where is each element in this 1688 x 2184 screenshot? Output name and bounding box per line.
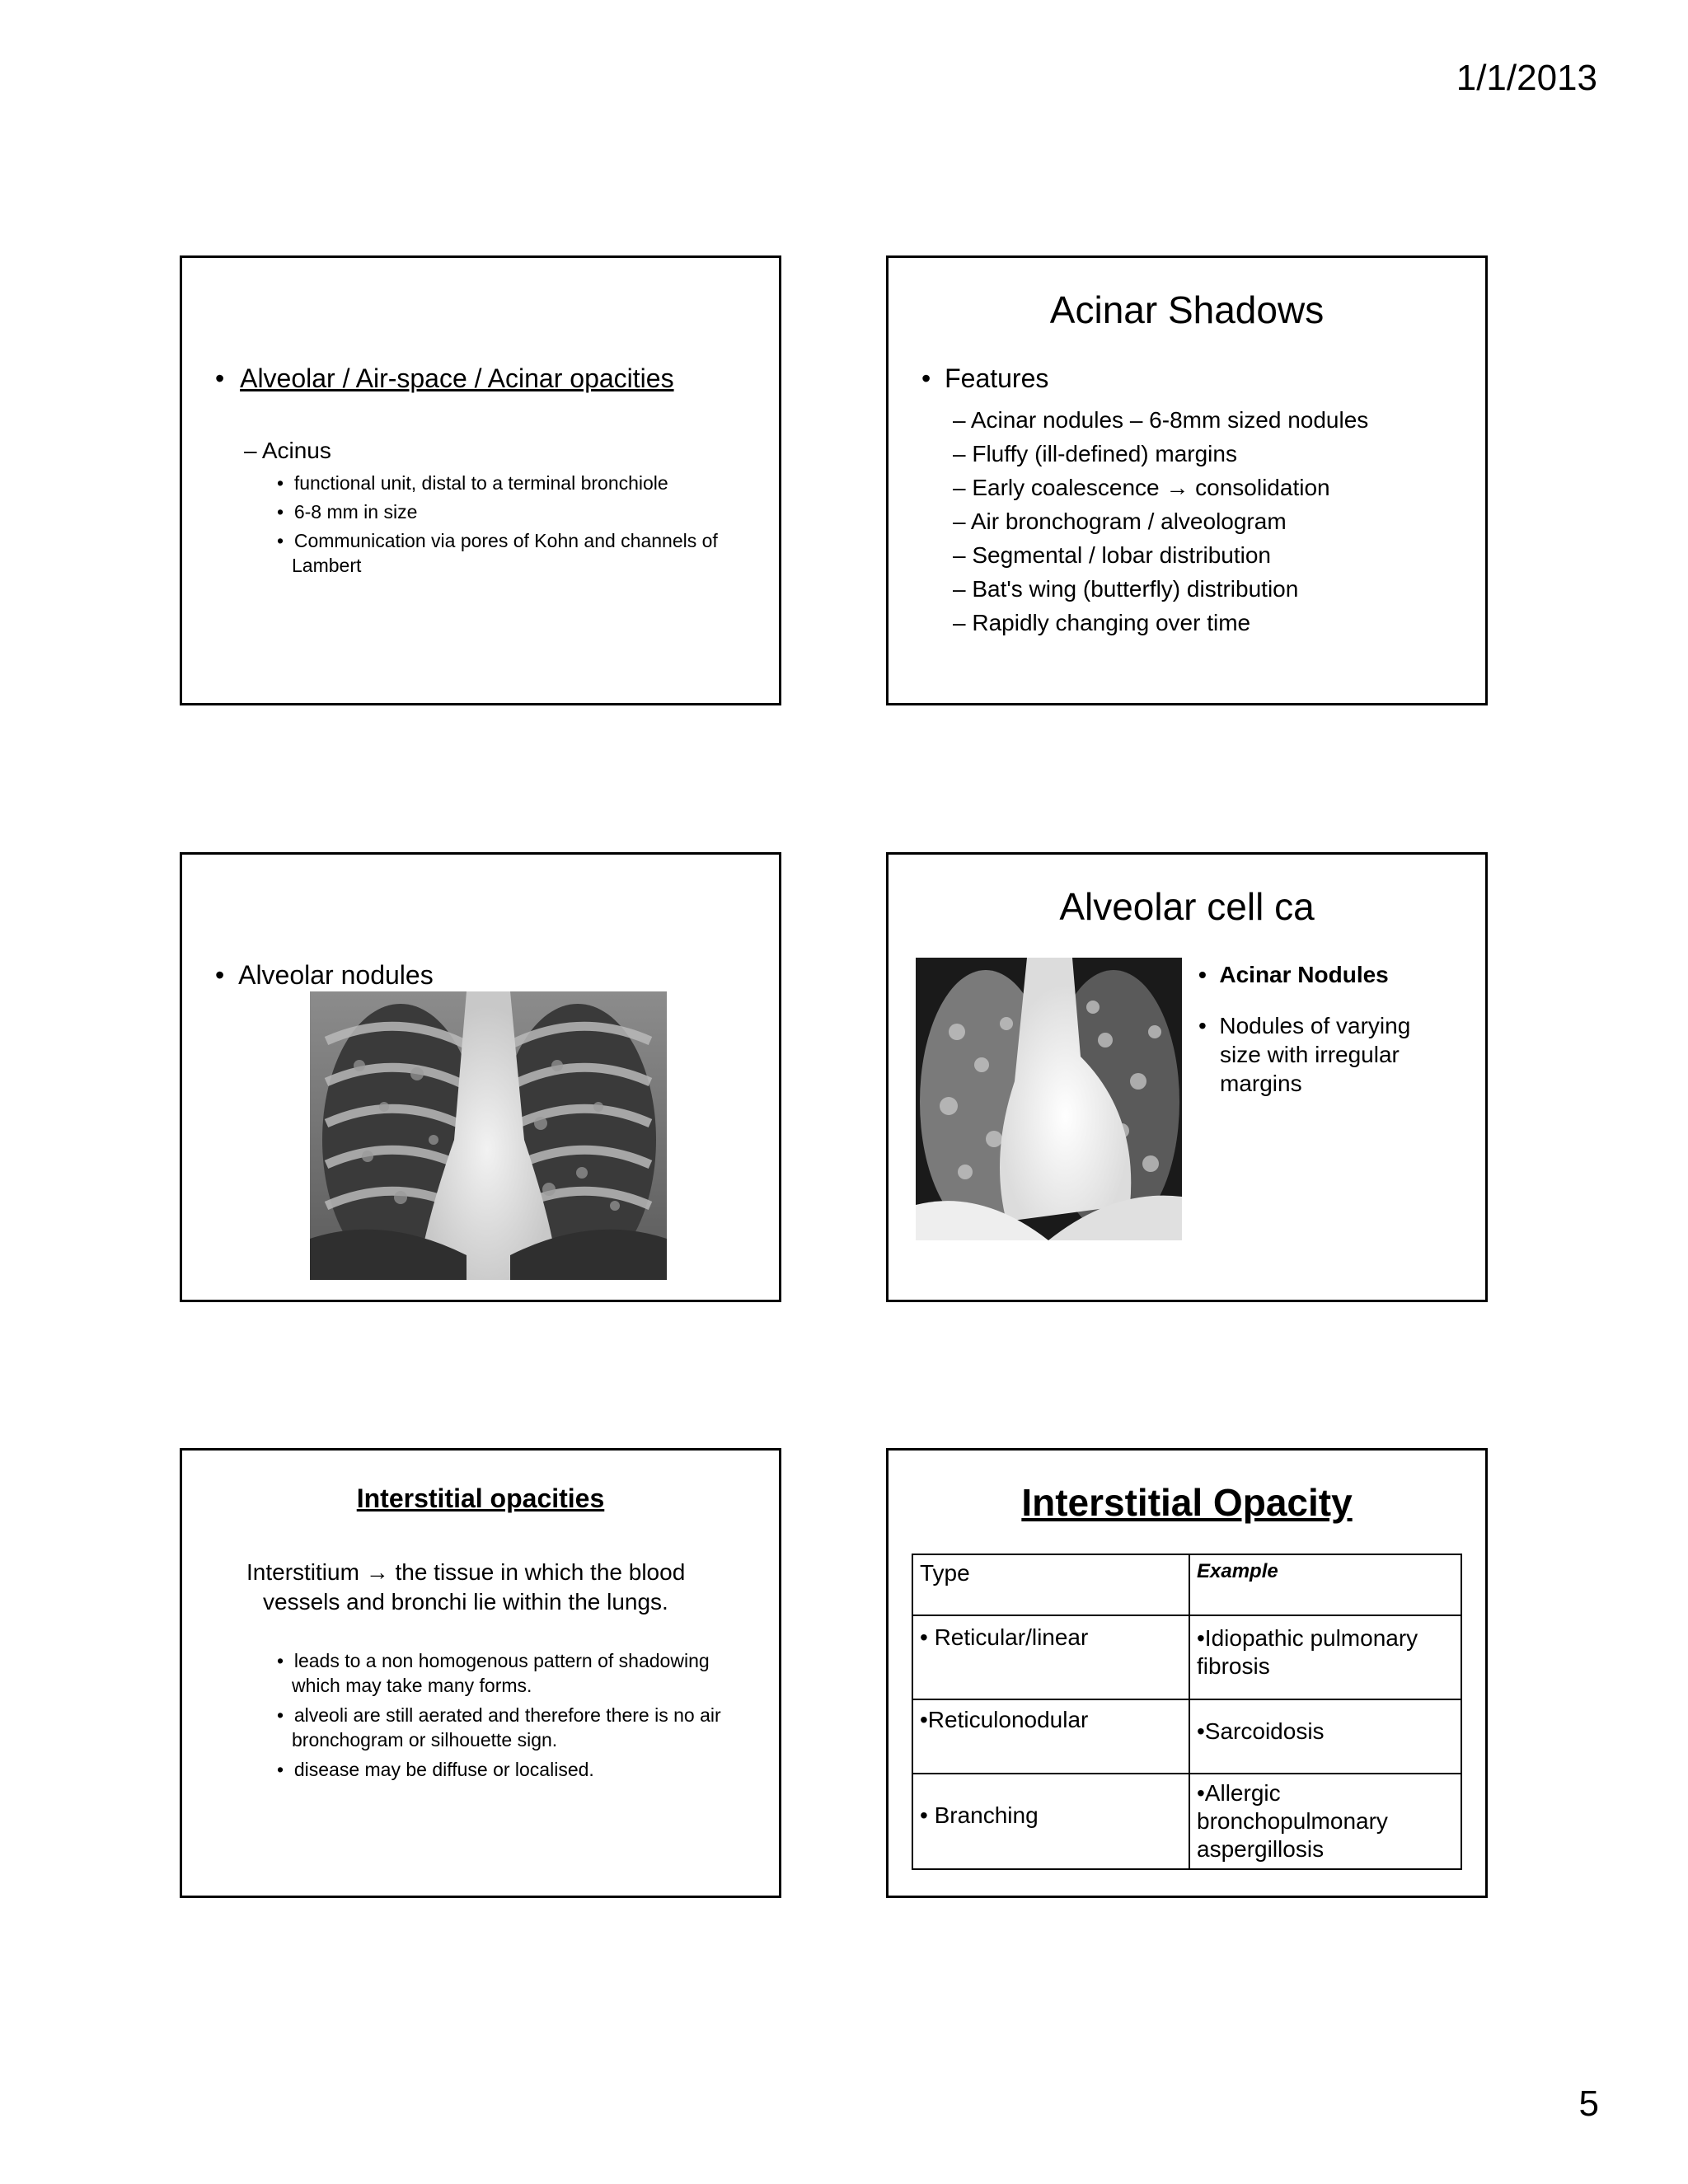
list-item: – Rapidly changing over time <box>953 610 1251 635</box>
interstitial-list <box>277 1648 755 1782</box>
list-item-continuation: Lambert <box>292 555 362 576</box>
cell-type: •Reticulonodular <box>912 1699 1189 1774</box>
table-row <box>912 1699 1461 1774</box>
page-number: 5 <box>1578 2083 1599 2124</box>
sub-acinus: – Acinus <box>244 438 331 463</box>
slide-title: Alveolar cell ca <box>1059 885 1315 928</box>
bullet-acinar-nodules: • Acinar Nodules <box>1198 962 1389 987</box>
list-item: • leads to a non homogenous pattern of shadowing which may take many forms. <box>277 1650 710 1696</box>
bullet-nodules-varying: • Nodules of varying size with irregular margins <box>1198 1013 1411 1096</box>
bullet-text: Alveolar / Air-space / Acinar opacities <box>240 363 674 393</box>
acinus-list <box>277 471 755 578</box>
header-example: Example <box>1189 1554 1461 1615</box>
bullet-alveolar-nodules: • Alveolar nodules <box>215 960 434 990</box>
list-item: – Fluffy (ill-defined) margins <box>953 441 1237 466</box>
interstitium-intro: Interstitium → the tissue in which the blood vessels and bronchi lie within the lungs. <box>246 1559 686 1615</box>
list-item: • disease may be diffuse or localised. <box>277 1759 594 1780</box>
chest-xray-image <box>916 958 1182 1240</box>
list-item: – Acinar nodules – 6-8mm sized nodules <box>953 407 1369 433</box>
list-item: • functional unit, distal to a terminal bronchiole <box>277 472 668 494</box>
cell-example: •Sarcoidosis <box>1189 1699 1461 1774</box>
list-item: – Air bronchogram / alveologram <box>953 509 1287 534</box>
list-item: • Communication via pores of Kohn and channels of <box>277 530 718 551</box>
slide-title: Acinar Shadows <box>1049 288 1325 331</box>
list-item: – Segmental / lobar distribution <box>953 542 1272 568</box>
cell-example: •Allergic bronchopulmonary aspergillosis <box>1189 1774 1461 1869</box>
table-header-row <box>912 1554 1461 1615</box>
bullet-alveolar-opacities <box>215 363 674 394</box>
table-row <box>912 1774 1461 1869</box>
features-list <box>953 403 1368 640</box>
interstitial-table <box>912 1554 1462 1870</box>
slide-alveolar-nodules <box>180 852 781 1302</box>
sub-text: Acinus <box>261 438 331 463</box>
bullet-features: • Features <box>921 363 1049 393</box>
cell-type: • Branching <box>912 1774 1189 1869</box>
header-type: Type <box>912 1554 1189 1615</box>
alveolar-cell-bullets <box>1198 962 1470 1098</box>
list-item: – Bat's wing (butterfly) distribution <box>953 576 1299 602</box>
table-row <box>912 1615 1461 1699</box>
slide-acinar-shadows <box>886 255 1488 705</box>
chest-xray-image <box>310 991 667 1280</box>
bullet-dot: • <box>215 363 225 393</box>
slide-interstitial-opacity-table <box>886 1448 1488 1898</box>
list-item: • 6-8 mm in size <box>277 501 418 523</box>
slide-alveolar-opacities <box>180 255 781 705</box>
slide-interstitial-opacities <box>180 1448 781 1898</box>
cell-example: •Idiopathic pulmonary fibrosis <box>1189 1615 1461 1699</box>
slide-alveolar-cell-ca <box>886 852 1488 1302</box>
page-date: 1/1/2013 <box>1456 58 1597 98</box>
cell-type: • Reticular/linear <box>912 1615 1189 1699</box>
slide-title: Interstitial Opacity <box>1021 1481 1353 1524</box>
slide-title: Interstitial opacities <box>356 1483 605 1513</box>
list-item: – Early coalescence → consolidation <box>953 475 1330 500</box>
list-item: • alveoli are still aerated and therefore there is no air bronchogram or silhouette sign. <box>277 1704 721 1750</box>
